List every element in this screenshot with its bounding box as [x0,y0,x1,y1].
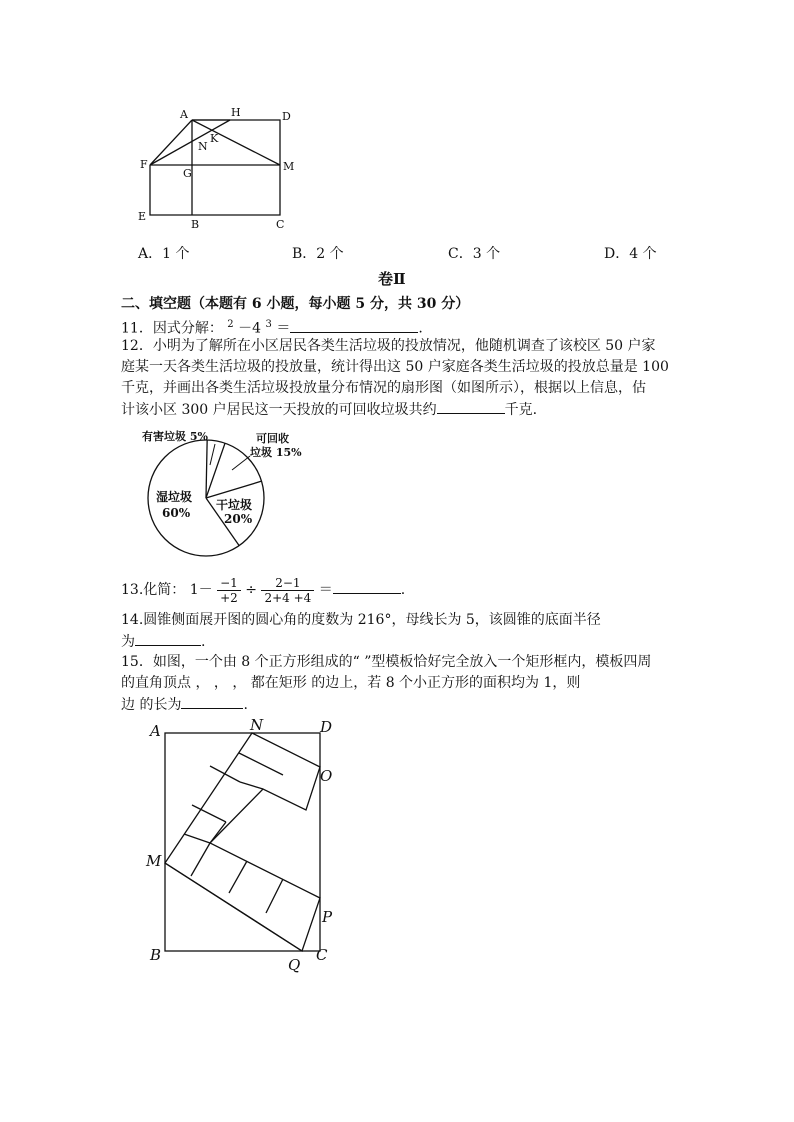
q13-f2-den: 2+4 +4 [264,590,312,605]
q11-equals: ＝ [276,320,291,337]
q14-line-1-b: ，母线长为 5，该圆锥的底面半径 [391,612,601,628]
q14-angle: 216° [357,612,392,628]
label-C: C [276,218,285,231]
q13-one-minus: 1－ [189,582,213,598]
pie-label-dry-2: 20% [224,512,253,526]
fig3-label-C: C [316,946,328,964]
q12-line-1: 12．小明为了解所在小区居民各类生活垃圾的投放情况，他随机调查了该校区 50 户家 [121,338,656,354]
pie-slice-edge-0 [206,440,207,498]
section-title: 卷Ⅱ [378,270,406,288]
q14-answer-blank[interactable] [135,631,201,646]
q11-minus: －4 [238,320,262,337]
label-D: D [282,110,291,123]
q12-line-4-b: 千克. [504,402,538,418]
q12-answer-blank[interactable] [437,399,505,414]
pie-label-wet-2: 60% [162,506,191,520]
label-M: M [283,160,295,173]
pie-label-recycle-1: 可回收 [256,432,289,445]
option-c: C．3 个 [448,246,501,262]
geometry-figure-15 [140,715,350,980]
q13-f2-num: 2−1 [261,576,314,591]
q15-line-1: 15．如图，一个由 8 个正方形组成的“ ”型模板恰好完全放入一个矩形框内，模板四周 [121,654,652,670]
fig3-label-A: A [150,722,161,740]
section-heading: 二、填空题（本题有 6 小题，每小题 5 分，共 30 分） [121,296,470,312]
q14-line-2 [121,631,205,652]
q13-equals: ＝ [318,582,333,598]
q14-line-2-a: 为 [121,634,135,650]
label-F: F [140,158,148,171]
question-13 [121,575,405,605]
label-N: N [198,140,208,153]
q15-answer-blank[interactable] [181,694,243,709]
q15-end: . [243,697,248,713]
label-H: H [231,106,241,119]
q13-prefix: 13.化简： [121,582,186,598]
pie-label-hazard: 有害垃圾 5% [142,430,208,443]
recycle-leader-line [232,456,250,470]
q12-line-3: 千克，并画出各类生活垃圾投放量分布情况的扇形图（如图所示），根据以上信息，估 [121,380,646,396]
q13-f1-num: −1 [217,576,241,591]
q11-answer-blank[interactable] [290,318,418,333]
hazard-leader-line [210,444,215,465]
label-B: B [191,218,200,231]
q13-divide: ÷ [245,582,257,598]
q15-line-3-a: 边 的长为 [121,697,182,713]
q13-fraction-1 [217,576,241,605]
fig3-label-O: O [320,767,333,785]
q15-line-3 [121,694,248,715]
q13-f1-den: +2 [220,590,238,605]
q14-line-1 [121,610,601,630]
q14-end: . [201,634,206,650]
pie-label-dry-1: 干垃圾 [216,498,253,512]
q12-line-4-a: 计该小区 300 户居民这一天投放的可回收垃圾共约 [121,402,437,418]
option-a: A．1 个 [138,246,190,262]
label-A: A [180,108,188,121]
q13-fraction-2 [261,576,314,605]
q15-line-2: 的直角顶点 ， ， ， 都在矩形 的边上，若 8 个小正方形的面积均为 1，则 [121,675,581,691]
fig3-label-N: N [250,716,264,734]
q11-prefix: 11．因式分解： [121,320,223,337]
q12-line-2: 庭某一天各类生活垃圾的投放量，统计得出这 50 户家庭各类生活垃圾的投放总量是 100 [121,359,669,375]
q13-answer-blank[interactable] [333,579,401,594]
fig3-label-P: P [322,908,333,926]
fig3-label-M: M [146,852,162,870]
q13-end: . [400,582,406,598]
pie-slice-edge-1 [206,443,225,498]
pie-label-wet-1: 湿垃圾 [156,490,193,504]
q11-exp-a: 2 [227,319,234,330]
q11-exp-b: 3 [265,319,272,330]
q11-end: . [418,320,423,337]
pie-label-recycle-2: 垃圾 15% [250,446,302,459]
option-b: B．2 个 [292,246,344,262]
fig3-label-B: B [150,946,162,964]
option-d: D．4 个 [604,246,657,262]
label-E: E [138,210,147,223]
label-K: K [210,132,219,145]
label-G: G [183,167,192,180]
fig3-label-D: D [320,718,333,736]
q12-line-4 [121,399,537,420]
q14-line-1-a: 14.圆锥侧面展开图的圆心角的度数为 [121,612,354,628]
fig3-label-Q: Q [288,956,301,974]
